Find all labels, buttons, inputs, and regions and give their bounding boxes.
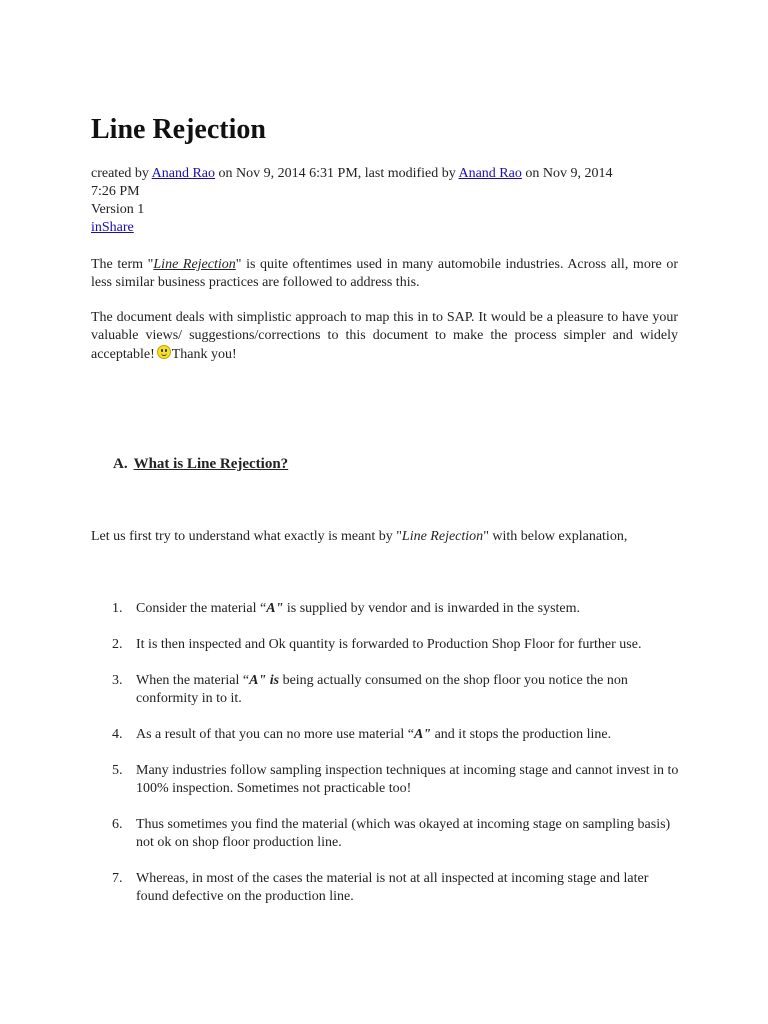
paragraph-term-before: The term " xyxy=(91,257,154,272)
list-item-text-end: and it stops the production line. xyxy=(431,727,612,742)
list-item-number: 1. xyxy=(112,601,123,616)
intro-before: Let us first try to understand what exactly is meant by " xyxy=(91,529,402,544)
paragraph-term-after: " is quite oftentimes used in many automobile industries. Across all, more or less similar business practices are followed to address this. xyxy=(91,257,678,290)
intro-term: Line Rejection xyxy=(401,529,484,544)
inshare-link[interactable]: inShare xyxy=(91,220,134,235)
list-item-number: 2. xyxy=(112,637,123,652)
list-item xyxy=(91,762,681,798)
section-a-heading xyxy=(113,455,288,473)
section-a-number: A. xyxy=(113,456,128,472)
list-item xyxy=(91,636,681,654)
list-item xyxy=(91,726,681,744)
list-item-text: As a result of that you can no more use material “ xyxy=(136,727,414,742)
modified-date-line1: on Nov 9, 2014 xyxy=(521,166,613,181)
list-item-text-end: is supplied by vendor and is inwarded in the system. xyxy=(283,601,581,616)
list-item-number: 4. xyxy=(112,727,123,742)
intro-after: " with below explanation, xyxy=(483,529,628,544)
term-line-rejection: Line Rejection xyxy=(153,257,236,272)
list-item-number: 5. xyxy=(112,763,123,778)
list-item-text-end: being actually consumed on the shop floor you notice the non conformity in to it. xyxy=(136,673,628,706)
document-meta xyxy=(91,165,671,237)
list-item-number: 3. xyxy=(112,673,123,688)
list-item-text: Consider the material “ xyxy=(136,601,267,616)
list-item-text: It is then inspected and Ok quantity is forwarded to Production Shop Floor for further use. xyxy=(136,637,642,652)
list-item-text: Whereas, in most of the cases the material is not at all inspected at incoming stage and later found defective on the production line. xyxy=(136,871,649,904)
list-item xyxy=(91,870,681,906)
list-item-emphasis: A" xyxy=(413,727,432,742)
intro-paragraph xyxy=(91,528,627,546)
list-item-number: 6. xyxy=(112,817,123,832)
thank-you-text: Thank you! xyxy=(171,347,237,362)
created-date: on Nov 9, 2014 6:31 PM, last modified by xyxy=(215,166,459,181)
smiley-icon xyxy=(157,345,171,359)
list-item-emphasis: A" is xyxy=(249,673,280,688)
created-prefix: created by xyxy=(91,166,152,181)
list-item-text: When the material “ xyxy=(136,673,250,688)
list-item xyxy=(91,672,681,708)
section-a-title: What is Line Rejection? xyxy=(133,456,289,472)
author-link[interactable]: Anand Rao xyxy=(151,166,216,181)
list-item xyxy=(91,816,681,852)
modifier-link[interactable]: Anand Rao xyxy=(458,166,522,181)
list-item-text: Thus sometimes you find the material (which was okayed at incoming stage on sampling basis) not ok on shop floor production line. xyxy=(136,817,671,850)
paragraph-approach-text: The document deals with simplistic approach to map this in to SAP. It would be a pleasure to have your valuable views/ suggestions/corrections to this document to make the process simpler and widely acceptable! xyxy=(91,310,678,362)
numbered-list xyxy=(91,600,681,924)
paragraph-term xyxy=(91,256,678,292)
paragraph-approach xyxy=(91,309,678,364)
list-item-text: Many industries follow sampling inspection techniques at incoming stage and cannot invest in to 100% inspection. Sometimes not practicable too! xyxy=(136,763,679,796)
list-item-number: 7. xyxy=(112,871,123,886)
list-item xyxy=(91,600,681,618)
modified-date-line2: 7:26 PM xyxy=(91,184,140,199)
page-title: Line Rejection xyxy=(91,114,266,145)
version-label: Version 1 xyxy=(91,202,145,217)
list-item-emphasis: A" xyxy=(266,601,284,616)
